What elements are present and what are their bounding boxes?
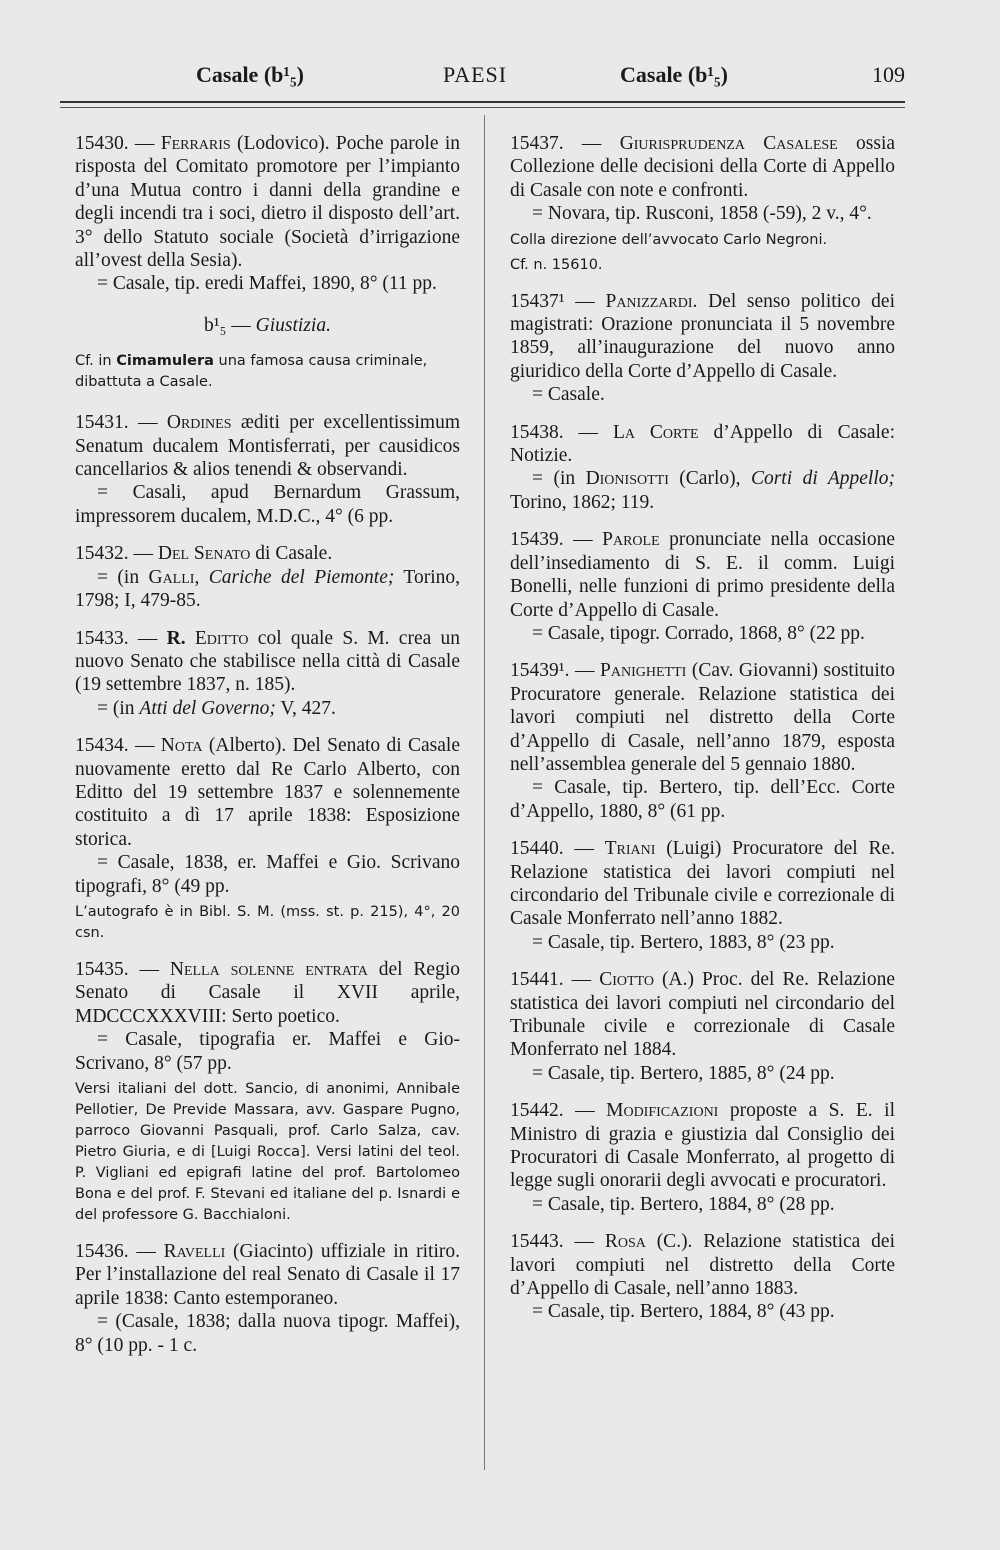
pub-details: Torino, 1862; 119. bbox=[510, 491, 655, 513]
entry-publication: = Casale, tip. Bertero, 1885, 8° (24 pp. bbox=[532, 1062, 835, 1084]
entry-author: Ferraris bbox=[160, 133, 231, 154]
entry-15433: 15433. — R. Editto col quale S. M. crea un nuovo Senato che stabilisce nella città di Casale (19 settembre 1837, n. 185). = (in Atti del Governo; V, 427. bbox=[75, 627, 461, 719]
entry-15439: 15439. — Parole pronunciate nella occasione dell’insediamento di S. E. il comm. Luigi Bonelli, nelle funzioni di primo presidente della Corte d’Appello di Casale. = Casale, tipogr. Corrado, 1868, 8° (22 pp. bbox=[510, 529, 895, 644]
entry-number: 15443. bbox=[510, 1231, 564, 1253]
header-left-title: Casale (b¹₅) bbox=[196, 62, 304, 87]
entry-number: 15432. bbox=[75, 543, 129, 565]
entry-15439-1: 15439¹. — Panighetti (Cav. Giovanni) sostituito Procuratore generale. Relazione statistica dei lavori compiuti nel distretto della Corte d’Appello di Casale, nell’anno 1879, esposta nell’assemblea generale del 5 gennaio 1880. = Casale, tip. Bertero, tip. dell’Ecc. Corte d’Appello, 1880, 8° (61 pp. bbox=[510, 660, 895, 822]
pub-title: Cariche del Piemonte; bbox=[208, 566, 395, 588]
entry-author: Nella solenne entrata bbox=[169, 958, 368, 980]
entry-title: . Del senso politico dei magistrati: Orazione pronunciata il 5 novembre 1859, all’inaugurazione del nuovo anno giuridico della Corte d’Appello di Casale. bbox=[510, 290, 896, 382]
entry-crossref: Cf. n. 15610. bbox=[510, 256, 603, 273]
entry-publication bbox=[510, 467, 895, 514]
entry-number: 15434. bbox=[75, 735, 129, 757]
entry-author: Nota bbox=[160, 735, 203, 757]
entry-note: Versi italiani del dott. Sancio, di anonimi, Annibale Pellotier, De Previde Massara, avv. Gaspare Pugno, parroco Giovanni Pasquali, prof. Carlo Salza, cav. Pietro Giuria, e di [Luigi Rocca]. Versi latini del teol. P. Vigliani ed epigrafi latine del prof. Bartolomeo Bona e del prof. F. Stevani ed italiane del p. Isnardi e del professore G. Bacchialoni. bbox=[75, 1081, 460, 1223]
entry-number: 15439¹. bbox=[510, 660, 570, 682]
header-right-title: Casale (b¹₅) bbox=[620, 62, 728, 87]
entry-author: Ciotto bbox=[599, 969, 654, 991]
entry-number: 15437. bbox=[510, 133, 564, 154]
entry-number: 15436. bbox=[75, 1241, 129, 1262]
entry-publication: = Casale. bbox=[532, 384, 605, 406]
entry-title: (A.) Proc. del Re. Relazione statistica dei lavori compiuti nel circondario del Tribunale civile e correzionale di Casale Monferrato nel 1884. bbox=[510, 969, 896, 1061]
entry-15436: 15436. — Ravelli (Giacinto) uffiziale in ritiro. Per l’installazione del real Senato di Casale il 17 aprile 1838: Canto estemporaneo. = (Casale, 1838; dalla nuova tipogr. Maffei), 8° (10 pp. - 1 c. bbox=[75, 1241, 460, 1356]
entry-15435: 15435. — Nella solenne entrata del Regio Senato di Casale il XVII aprile, MDCCCXXXVIII: Serto poetico. = Casale, tipografia er. Maffei e Gio-Scrivano, 8° (57 pp. Versi italiani del dott. Sancio, di anonimi, Annibale Pellotier, De Previde Massara, avv. Gaspare Pugno, parroco Giovanni Pasquali, prof. Carlo Salza, cav. Pietro Giuria, e di [Luigi Rocca]. Versi latini del teol. P. Vigliani ed epigrafi latine del prof. Bartolomeo Bona e del prof. F. Stevani ed italiane del p. Isnardi e del professore G. Bacchialoni. bbox=[75, 958, 460, 1226]
entry-publication: = Casale, 1838, er. Maffei e Gio. Scrivano tipografi, 8° (49 pp. bbox=[75, 852, 460, 897]
pub-separator: , bbox=[194, 566, 209, 588]
header-center-title: PAESI bbox=[443, 62, 508, 87]
pub-prefix: = (in bbox=[97, 697, 140, 719]
entry-author: Rosa bbox=[604, 1231, 646, 1253]
right-column bbox=[510, 132, 895, 1338]
entry-publication: = (Casale, 1838; dalla nuova tipogr. Maffei), 8° (10 pp. - 1 c. bbox=[75, 1311, 460, 1356]
page-number: 109 bbox=[872, 62, 905, 87]
pub-author: Dionisotti bbox=[585, 468, 669, 490]
entry-author: Modificazioni bbox=[606, 1100, 719, 1122]
entry-title: (Luigi) Procuratore del Re. Relazione statistica dei lavori compiuti nel circondario del Tribunale civile e correzionale di Casale Monferrato nell’anno 1882. bbox=[510, 838, 895, 930]
entry-15432: 15432. — Del Senato di Casale. = (in Galli, Cariche del Piemonte; Torino, 1798; I, 479-85. bbox=[75, 543, 461, 612]
pub-author-first: (Carlo), bbox=[668, 468, 751, 490]
left-column bbox=[75, 132, 460, 1371]
entry-title: pronunciate nella occasione dell’insediamento di S. E. il comm. Luigi Bonelli, nelle funzioni di primo presidente della Corte d’Appello di Casale. bbox=[510, 529, 895, 621]
entry-title: proposte a S. E. il Ministro di grazia e giustizia dal Consiglio dei Procuratori di Casale Monferrato, al progetto di legge sugli onorarii degli avvocati e procuratori. bbox=[510, 1100, 895, 1192]
pub-prefix: = (in bbox=[532, 468, 586, 490]
pub-details: Torino, 1798; I, 479-85. bbox=[75, 566, 461, 612]
entry-15440: 15440. — Triani (Luigi) Procuratore del Re. Relazione statistica dei lavori compiuti nel circondario del Tribunale civile e correzionale di Casale Monferrato nell’anno 1882. = Casale, tip. Bertero, 1883, 8° (23 pp. bbox=[510, 838, 895, 953]
entry-title: di Casale. bbox=[250, 543, 333, 565]
entry-publication: = Casale, tip. Bertero, 1884, 8° (28 pp. bbox=[532, 1193, 835, 1215]
entry-title: æditi per excellentissimum Senatum ducalem Montisferrati, per causidicos cancellarios & alios tenendi & observandi. bbox=[75, 412, 460, 481]
entry-author: Parole bbox=[602, 529, 660, 551]
entry-title: (Giacinto) uffiziale in ritiro. Per l’installazione del real Senato di Casale il 17 aprile 1838: Canto estemporaneo. bbox=[75, 1241, 460, 1309]
entry-publication bbox=[75, 697, 460, 720]
entry-publication: = Casale, tip. Bertero, tip. dell’Ecc. Corte d’Appello, 1880, 8° (61 pp. bbox=[510, 777, 895, 822]
entry-author: La Corte bbox=[612, 421, 699, 443]
section-note bbox=[75, 351, 460, 393]
entry-author: Editto bbox=[194, 627, 249, 649]
entry-title: (C.). Relazione statistica dei lavori compiuti nel distretto della Corte d’Appello di Casale, nell’anno 1883. bbox=[510, 1231, 895, 1300]
section-note-name: Cimamulera bbox=[116, 353, 214, 370]
entry-title: del Regio Senato di Casale il XVII aprile, MDCCCXXXVIII: Serto poetico. bbox=[75, 958, 461, 1027]
entry-number: 15437¹ bbox=[510, 290, 565, 312]
entry-number: 15440. bbox=[510, 838, 564, 860]
pub-details: V, 427. bbox=[275, 697, 336, 719]
entry-15431: 15431. — Ordines æditi per excellentissimum Senatum ducalem Montisferrati, per causidicos cancellarios & alios tenendi & observandi. = Casali, apud Bernardum Grassum, impressorem ducalem, M.D.C., 4° (6 pp. bbox=[75, 412, 460, 527]
header-rule-thick bbox=[60, 101, 905, 103]
entry-15437: 15437. — Giurisprudenza Casalese ossia Collezione delle decisioni della Corte di Appello di Casale con note e confronti. = Novara, tip. Rusconi, 1858 (-59), 2 v., 4°. Colla direzione dell’avvocato Carlo Negroni. Cf. n. 15610. bbox=[510, 132, 895, 276]
entry-title: d’Appello di Casale: Notizie. bbox=[510, 421, 895, 467]
pub-prefix: = (in bbox=[97, 566, 149, 588]
entry-publication: = Casali, apud Bernardum Grassum, impressorem ducalem, M.D.C., 4° (6 pp. bbox=[75, 482, 460, 527]
entry-author: Triani bbox=[604, 838, 656, 860]
column-divider bbox=[484, 115, 485, 1470]
entry-publication: = Casale, tipografia er. Maffei e Gio-Scrivano, 8° (57 pp. bbox=[75, 1029, 460, 1074]
entry-title: ossia Collezione delle decisioni della Corte di Appello di Casale con note e confronti. bbox=[510, 133, 896, 201]
entry-author: Giurisprudenza Casalese bbox=[619, 133, 838, 154]
section-note-text: una famosa causa criminale, dibattuta a Casale. bbox=[75, 353, 428, 391]
section-code: b¹₅ — bbox=[204, 314, 256, 336]
entry-author: Ordines bbox=[166, 412, 232, 434]
entry-author: Panizzardi bbox=[605, 290, 693, 312]
entry-number: 15442. bbox=[510, 1100, 564, 1122]
section-note-prefix: Cf. in bbox=[75, 353, 117, 370]
pub-title: Corti di Appello; bbox=[750, 468, 895, 490]
entry-author: Del Senato bbox=[157, 543, 251, 565]
entry-note: L’autografo è in Bibl. S. M. (mss. st. p. 215), 4°, 20 csn. bbox=[75, 903, 460, 941]
entry-number: 15438. bbox=[510, 421, 564, 443]
entry-number: 15441. bbox=[510, 969, 564, 991]
running-header bbox=[60, 62, 905, 96]
entry-publication: = Casale, tip. Bertero, 1883, 8° (23 pp. bbox=[532, 931, 835, 953]
entry-number: 15435. bbox=[75, 958, 129, 980]
entry-prefix: R. bbox=[166, 627, 186, 649]
pub-author: Galli bbox=[148, 566, 195, 588]
section-title: Giustizia. bbox=[255, 314, 331, 336]
entry-author: Panighetti bbox=[600, 660, 687, 682]
entry-publication: = Casale, tip. Bertero, 1884, 8° (43 pp. bbox=[532, 1301, 835, 1323]
entry-publication: = Casale, tip. eredi Maffei, 1890, 8° (11 pp. bbox=[97, 273, 437, 295]
entry-title: (Cav. Giovanni) sostituito Procuratore generale. Relazione statistica dei lavori compiuti nel distretto della Corte d’Appello di Casale, nell’anno 1879, esposta nell’assemblea generale del 5 gennaio 1880. bbox=[510, 660, 895, 775]
entry-title: col quale S. M. crea un nuovo Senato che stabilisce nella città di Casale (19 settembre 1837, n. 185). bbox=[75, 627, 461, 696]
entry-15441: 15441. — Ciotto (A.) Proc. del Re. Relazione statistica dei lavori compiuti nel circondario del Tribunale civile e correzionale di Casale Monferrato nel 1884. = Casale, tip. Bertero, 1885, 8° (24 pp. bbox=[510, 969, 896, 1084]
entry-number: 15431. bbox=[75, 412, 129, 434]
header-rule-thin bbox=[60, 107, 905, 108]
pub-title: Atti del Governo; bbox=[139, 697, 276, 719]
entry-15442: 15442. — Modificazioni proposte a S. E. il Ministro di grazia e giustizia dal Consiglio dei Procuratori di Casale Monferrato, al progetto di legge sugli onorarii degli avvocati e procuratori. = Casale, tip. Bertero, 1884, 8° (28 pp. bbox=[510, 1100, 895, 1215]
entry-15443: 15443. — Rosa (C.). Relazione statistica dei lavori compiuti nel distretto della Corte d’Appello di Casale, nell’anno 1883. = Casale, tip. Bertero, 1884, 8° (43 pp. bbox=[510, 1231, 895, 1323]
entry-title: (Lodovico). Poche parole in risposta del Comitato promotore per l’impianto d’una Mutua contro i danni della grandine e degli incendi tra i soci, dietro il disposto dell’art. 3° dello Statuto sociale (Società d’irrigazione all’ovest della Sesia). bbox=[75, 133, 461, 272]
entry-15430: 15430. — Ferraris (Lodovico). Poche parole in risposta del Comitato promotore per l’impianto d’una Mutua contro i danni della grandine e degli incendi tra i soci, dietro il disposto dell’art. 3° dello Statuto sociale (Società d’irrigazione all’ovest della Sesia). = Casale, tip. eredi Maffei, 1890, 8° (11 pp. bbox=[75, 133, 461, 295]
entry-author: Ravelli bbox=[163, 1241, 226, 1262]
entry-publication: = Casale, tipogr. Corrado, 1868, 8° (22 pp. bbox=[532, 622, 865, 644]
entry-15437-1: 15437¹ — Panizzardi. Del senso politico dei magistrati: Orazione pronunciata il 5 novembre 1859, all’inaugurazione del nuovo anno giuridico della Corte d’Appello di Casale. = Casale. bbox=[510, 290, 896, 406]
section-heading bbox=[75, 314, 460, 337]
entry-publication bbox=[75, 566, 460, 613]
entry-number: 15430. bbox=[75, 133, 129, 154]
entry-number: 15439. bbox=[510, 529, 564, 551]
entry-number: 15433. bbox=[75, 627, 129, 649]
entry-15438: 15438. — La Corte d’Appello di Casale: Notizie. = (in Dionisotti (Carlo), Corti di Appello; Torino, 1862; 119. bbox=[510, 421, 895, 513]
entry-publication: = Novara, tip. Rusconi, 1858 (-59), 2 v., 4°. bbox=[532, 203, 872, 225]
entry-note: Colla direzione dell’avvocato Carlo Negroni. bbox=[510, 231, 828, 248]
entry-title: (Alberto). Del Senato di Casale nuovamente eretto dal Re Carlo Alberto, con Editto del 19 settembre 1837 e solennemente costituito a dì 17 aprile 1838: Esposizione storica. bbox=[75, 735, 460, 850]
entry-15434: 15434. — Nota (Alberto). Del Senato di Casale nuovamente eretto dal Re Carlo Alberto, con Editto del 19 settembre 1837 e solennemente costituito a dì 17 aprile 1838: Esposizione storica. = Casale, 1838, er. Maffei e Gio. Scrivano tipografi, 8° (49 pp. L’autografo è in Bibl. S. M. (mss. st. p. 215), 4°, 20 csn. bbox=[75, 734, 460, 944]
